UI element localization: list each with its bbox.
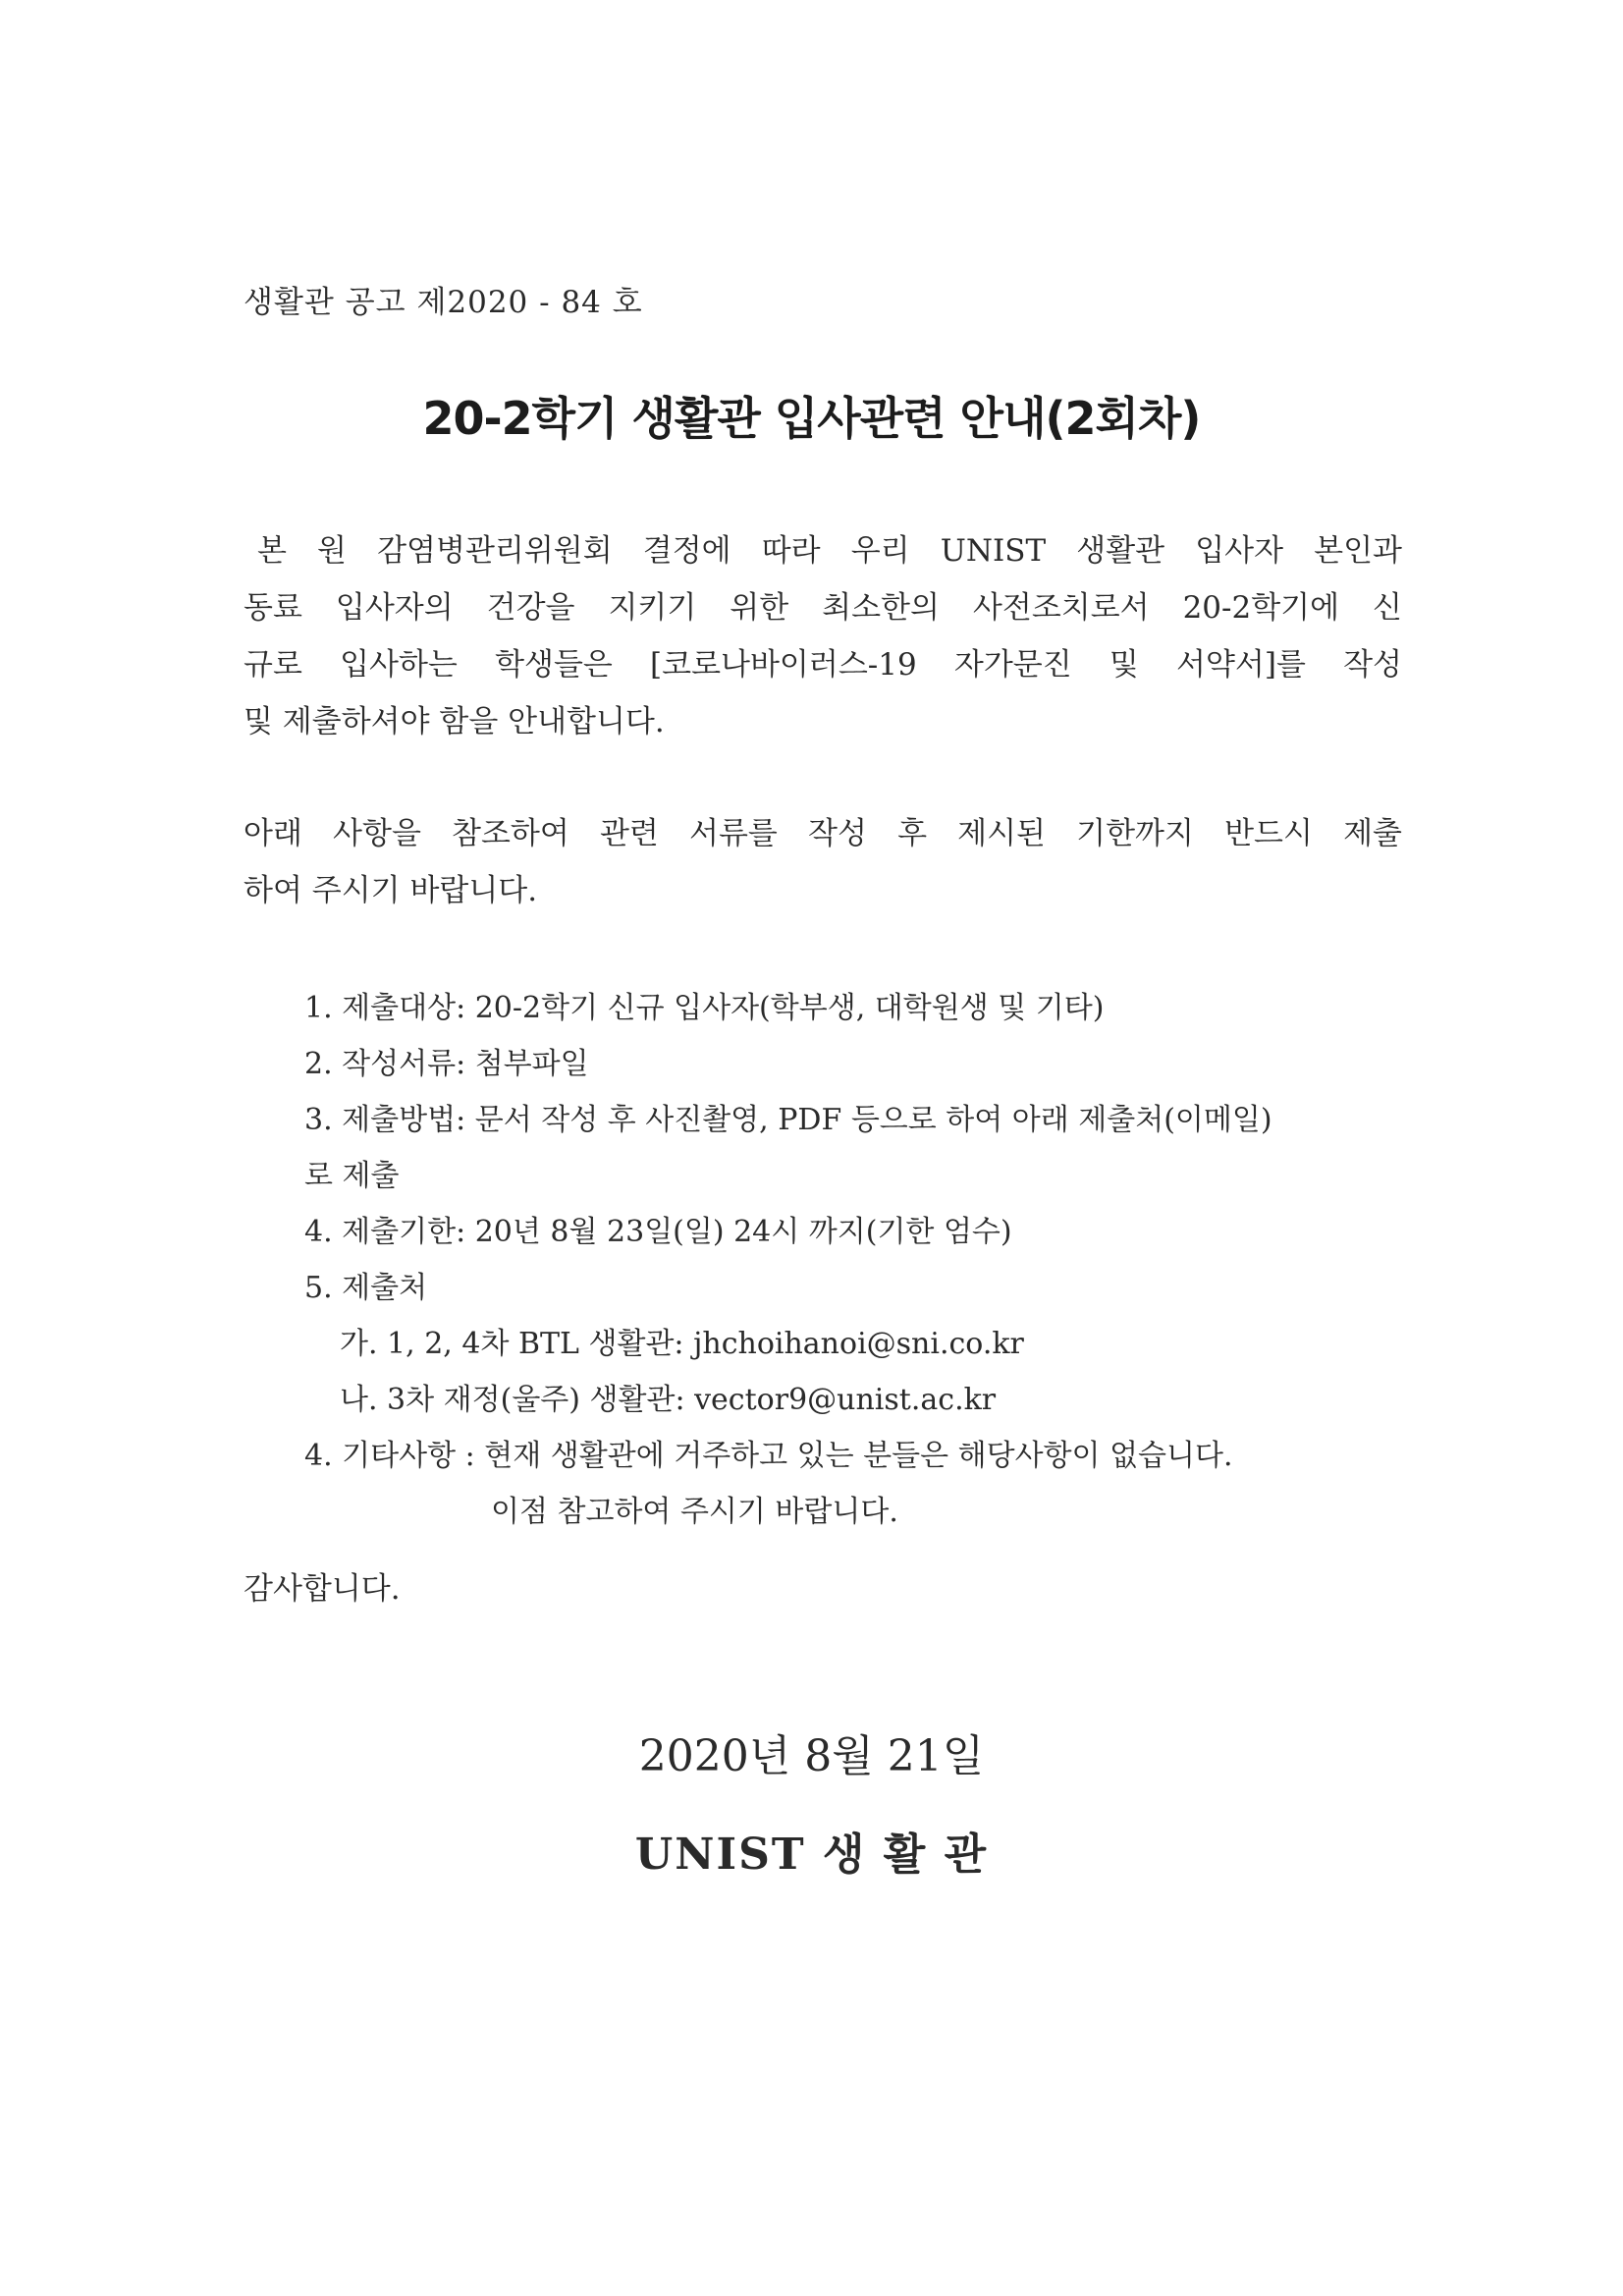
item-documents: 2. 작성서류: 첨부파일 xyxy=(304,1047,589,1081)
item-other: 4. 기타사항 : 현재 생활관에 거주하고 있는 분들은 해당사항이 없습니다. xyxy=(304,1439,1233,1473)
destination-ulju: 나. 3차 재정(울주) 생활관: vector9@unist.ac.kr xyxy=(340,1383,997,1417)
document-title: 20-2학기 생활관 입사관련 안내(2회차) xyxy=(422,392,1201,445)
submission-items xyxy=(304,980,1272,1540)
intro-line: 규로 입사하는 학생들은 [코로나바이러스-19 자가문진 및 서약서]를 작성 xyxy=(243,647,1402,683)
request-line: 하여 주시기 바랍니다. xyxy=(243,873,538,908)
request-line: 아래 사항을 참조하여 관련 서류를 작성 후 제시된 기한까지 반드시 제출 xyxy=(243,816,1402,851)
issuing-organization: UNIST 생 활 관 xyxy=(634,1830,989,1880)
item-destination: 5. 제출처 xyxy=(304,1271,428,1305)
intro-line: 본 원 감염병관리위원회 결정에 따라 우리 UNIST 생활관 입사자 본인과 xyxy=(257,533,1402,569)
intro-line: 동료 입사자의 건강을 지키기 위한 최소한의 사전조치로서 20-2학기에 신 xyxy=(243,590,1402,626)
intro-line: 및 제출하셔야 함을 안내합니다. xyxy=(243,704,665,739)
notice-number: 생활관 공고 제2020 - 84 호 xyxy=(243,285,643,320)
item-target: 1. 제출대상: 20-2학기 신규 입사자(학부생, 대학원생 및 기타) xyxy=(304,991,1105,1025)
item-method-continued: 로 제출 xyxy=(304,1159,400,1193)
destination-btl: 가. 1, 2, 4차 BTL 생활관: jhchoihanoi@sni.co.kr xyxy=(340,1327,1024,1361)
item-deadline: 4. 제출기한: 20년 8월 23일(일) 24시 까지(기한 엄수) xyxy=(304,1215,1012,1249)
intro-paragraph xyxy=(243,522,1402,750)
closing-text: 감사합니다. xyxy=(243,1571,401,1607)
item-other-continued: 이점 참고하여 주시기 바랍니다. xyxy=(491,1495,898,1529)
issue-date: 2020년 8월 21일 xyxy=(638,1731,985,1781)
request-paragraph xyxy=(243,805,1402,919)
item-method: 3. 제출방법: 문서 작성 후 사진촬영, PDF 등으로 하여 아래 제출처(이메일) xyxy=(304,1103,1272,1137)
